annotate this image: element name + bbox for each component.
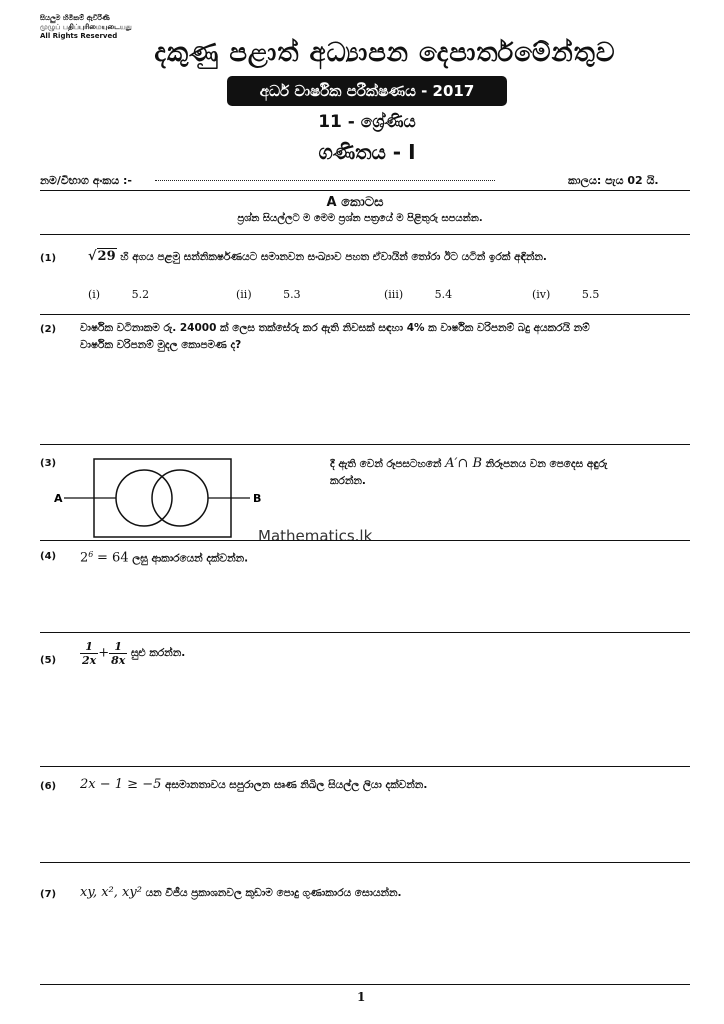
q1-option-label: (iii) [384, 288, 404, 301]
q7-expressions: xy, x², xy² [80, 885, 142, 900]
header-divider [40, 190, 690, 191]
q4-answer-area[interactable] [80, 575, 690, 625]
q7-number: (7) [40, 889, 57, 900]
set-a-circle[interactable] [116, 470, 172, 526]
q4-exponent: 6 [88, 550, 94, 559]
q2-text [80, 320, 690, 354]
q5-numerator-1: 1 [80, 640, 98, 654]
q4-text [80, 546, 680, 568]
q5-text [80, 640, 680, 667]
q1-option-value: 5.4 [434, 288, 453, 301]
q1-question: හි අගය පළමු සන්නිකර්ෂණයට සමානවන සංඛ්‍යාව පහත ඒවායින් තෝරා ඊට යටින් ඉරක් අඳින්න. [120, 251, 547, 263]
q7-divider [40, 984, 690, 985]
q2-number: (2) [40, 324, 57, 335]
q1-number: (1) [40, 253, 57, 264]
q6-number: (6) [40, 781, 57, 792]
name-answer-line[interactable] [155, 180, 495, 181]
q6-divider [40, 862, 690, 863]
q4-question: ලඝු ආකාරයෙන් දක්වන්න. [132, 552, 249, 565]
set-b-label: B [253, 492, 262, 505]
q5-fraction-2 [109, 640, 127, 667]
q5-denominator-1: 2x [82, 654, 97, 667]
q1-divider [40, 314, 690, 315]
q7-question: යන වීජීය ප්‍රකාශනවල කුඩාම පොදු ගුණාකාරය සොයන්න. [145, 887, 402, 899]
q1-option-label: (iv) [532, 288, 551, 301]
copyright-sinhala: සියලුම හිමිකම් ඇවිරිණි [40, 14, 110, 22]
q1-option-4[interactable] [532, 288, 599, 301]
q5-plus: + [98, 645, 110, 661]
q6-answer-area[interactable] [80, 800, 690, 855]
q1-option-label: (ii) [236, 288, 252, 301]
copyright-english: All Rights Reserved [40, 32, 118, 40]
q6-inequality: 2x − 1 ≥ −5 [80, 777, 162, 792]
q2-divider [40, 444, 690, 445]
exam-title-banner [227, 76, 507, 106]
instruction-divider [40, 234, 690, 235]
venn-diagram[interactable] [50, 452, 280, 542]
q3-text-pre: දී ඇති වෙන් රූපසටහනේ [330, 458, 442, 470]
copyright-notice [40, 14, 132, 41]
time-allowed: කාලය: පැය 02 යි. [568, 174, 659, 187]
q1-sqrt: √29 [88, 249, 116, 264]
q7-text [80, 884, 680, 902]
set-a-label: A [54, 492, 63, 505]
q2-line-2: වාර්ෂික වරිපනම් මුදල කොපමණ ද? [80, 339, 242, 351]
q5-divider [40, 766, 690, 767]
q4-divider [40, 632, 690, 633]
q1-option-label: (i) [88, 288, 101, 301]
q3-line-2: කරන්න. [330, 475, 366, 487]
q6-text [80, 776, 680, 794]
q3-text [330, 455, 690, 490]
exam-title: අර්ධ වාර්ෂික පරීක්ෂණය - 2017 [259, 82, 475, 100]
department-title: දකුණු පළාත් අධ්‍යාපන දෙපාර්තමේන්තුව [154, 38, 616, 68]
q1-option-2[interactable] [236, 288, 301, 301]
q2-answer-area[interactable] [80, 360, 690, 440]
q4-base: 2 [80, 550, 89, 566]
watermark: Mathematics.lk [258, 527, 373, 545]
q7-answer-area[interactable] [80, 910, 690, 975]
q5-question: සුළු කරන්න. [131, 647, 186, 659]
q1-option-1[interactable] [88, 288, 149, 301]
copyright-tamil: முழுப் பதிப்புரிமையுடையது [40, 23, 132, 31]
grade-label: 11 - ශ්‍රේණිය [318, 112, 416, 132]
page-number: 1 [357, 990, 366, 1004]
q4-number: (4) [40, 551, 57, 562]
q1-option-value: 5.3 [283, 288, 301, 301]
q5-answer-area[interactable] [80, 680, 690, 760]
part-title: A කොටස [326, 195, 384, 210]
q1-option-3[interactable] [384, 288, 452, 301]
q3-number: (3) [40, 458, 57, 469]
q3-expression: A′∩ B [445, 456, 482, 471]
q1-option-value: 5.5 [581, 288, 600, 301]
q5-denominator-2: 8x [111, 654, 126, 667]
part-instruction: ප්‍රශ්න සියල්ලට ම මෙම ප්‍රශ්න පත්‍රයේ ම පිළිතුරු සපයන්න. [237, 213, 483, 224]
q5-fraction-1 [80, 640, 98, 667]
q2-line-1: වාර්ෂික වටිනාකම රු. 24000 ක් ලෙස තක්සේරු කර ඇති නිවසක් සඳහා 4% ක වාර්ෂික වරිපනම් බදු අයකරයි නම් [80, 322, 590, 334]
q1-text [88, 248, 688, 266]
set-b-circle[interactable] [152, 470, 208, 526]
q3-text-post: නිරූපනය වන පෙදෙස අඳුරු [485, 458, 608, 470]
q3-divider [40, 540, 690, 541]
name-index-label: නම/විභාග අංකය :- [40, 174, 132, 187]
q1-option-value: 5.2 [131, 288, 150, 301]
q4-equals: = 64 [97, 550, 129, 566]
q5-numerator-2: 1 [109, 640, 127, 654]
q6-question: අසමානතාවය සපුරාලන සෘණ නිඛිල සියල්ල ලියා දක්වන්න. [165, 779, 428, 791]
q1-radicand: 29 [97, 249, 116, 264]
q5-number: (5) [40, 655, 57, 666]
subject-title: ගණිතය - I [318, 140, 416, 164]
